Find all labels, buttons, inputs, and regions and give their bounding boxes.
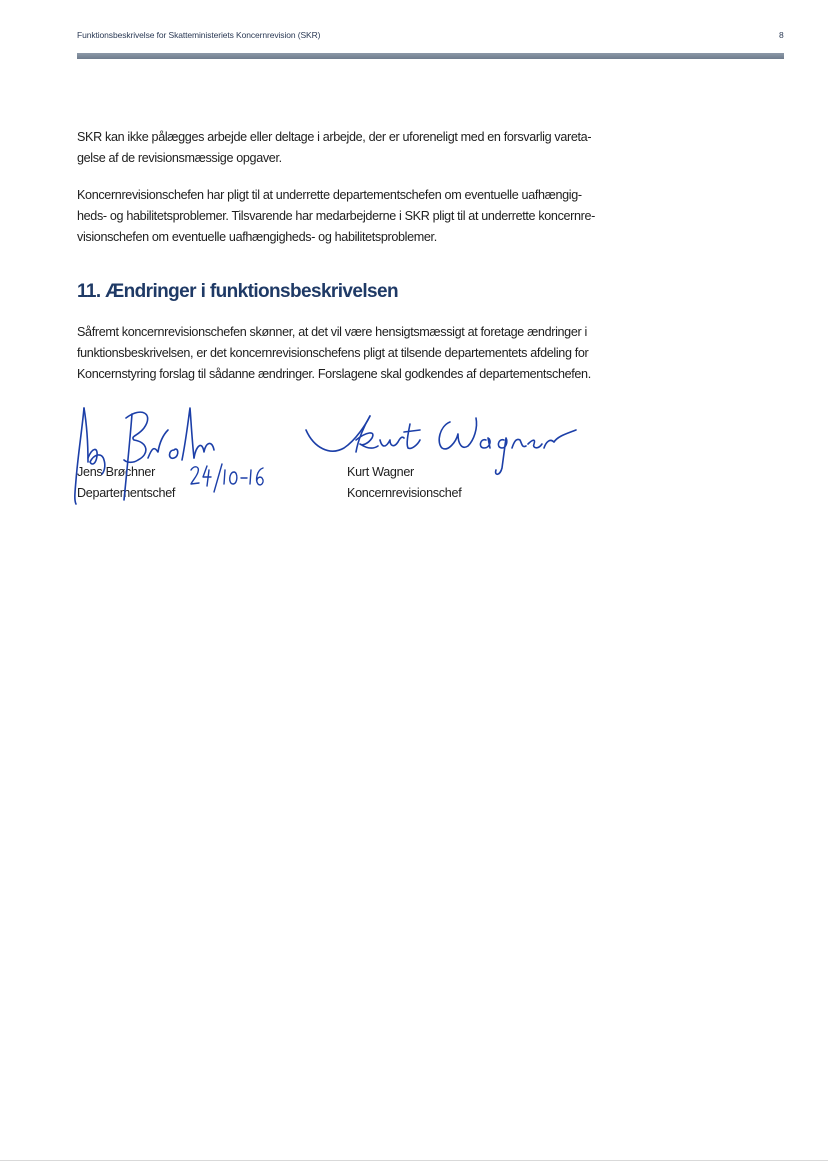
paragraph-line: funktionsbeskrivelsen, er det koncernrevisionschefens pligt at tilsende departementets afdeling for <box>77 346 589 360</box>
paragraph-line: Såfremt koncernrevisionschefen skønner, at det vil være hensigtsmæssigt at foretage ændringer i <box>77 325 587 339</box>
handwritten-date <box>188 462 268 494</box>
paragraph-independence <box>77 127 637 169</box>
signatory-name: Kurt Wagner <box>347 465 414 479</box>
signature-block-left <box>77 462 175 504</box>
signatory-role: Departementschef <box>77 486 176 500</box>
paragraph-line: visionschefen om eventuelle uafhængigheds- og habilitetsproblemer. <box>77 230 437 244</box>
signature-block-right <box>347 462 461 504</box>
paragraph-line: SKR kan ikke pålægges arbejde eller deltage i arbejde, der er uforeneligt med en forsvarlig vareta- <box>77 130 592 144</box>
paragraph-notification-duty <box>77 185 637 248</box>
paragraph-amendments <box>77 322 637 385</box>
page-number: 8 <box>779 30 784 40</box>
paragraph-line: heds- og habilitetsproblemer. Tilsvarende har medarbejderne i SKR pligt til at underrette koncernre- <box>77 209 596 223</box>
paragraph-line: Koncernrevisionschefen har pligt til at underrette departementschefen om eventuelle uafhængig- <box>77 188 582 202</box>
signatory-name: Jens Brøchner <box>77 465 155 479</box>
paragraph-line: Koncernstyring forslag til sådanne ændringer. Forslagene skal godkendes af departementschefen. <box>77 367 591 381</box>
page-bottom-edge <box>0 1160 828 1161</box>
running-header-title: Funktionsbeskrivelse for Skatteministeriets Koncernrevision (SKR) <box>77 30 321 40</box>
section-heading: 11. Ændringer i funktionsbeskrivelsen <box>77 281 398 302</box>
header-divider-bar <box>77 53 784 59</box>
signatory-role: Koncernrevisionschef <box>347 486 462 500</box>
paragraph-line: gelse af de revisionsmæssige opgaver. <box>77 151 282 165</box>
